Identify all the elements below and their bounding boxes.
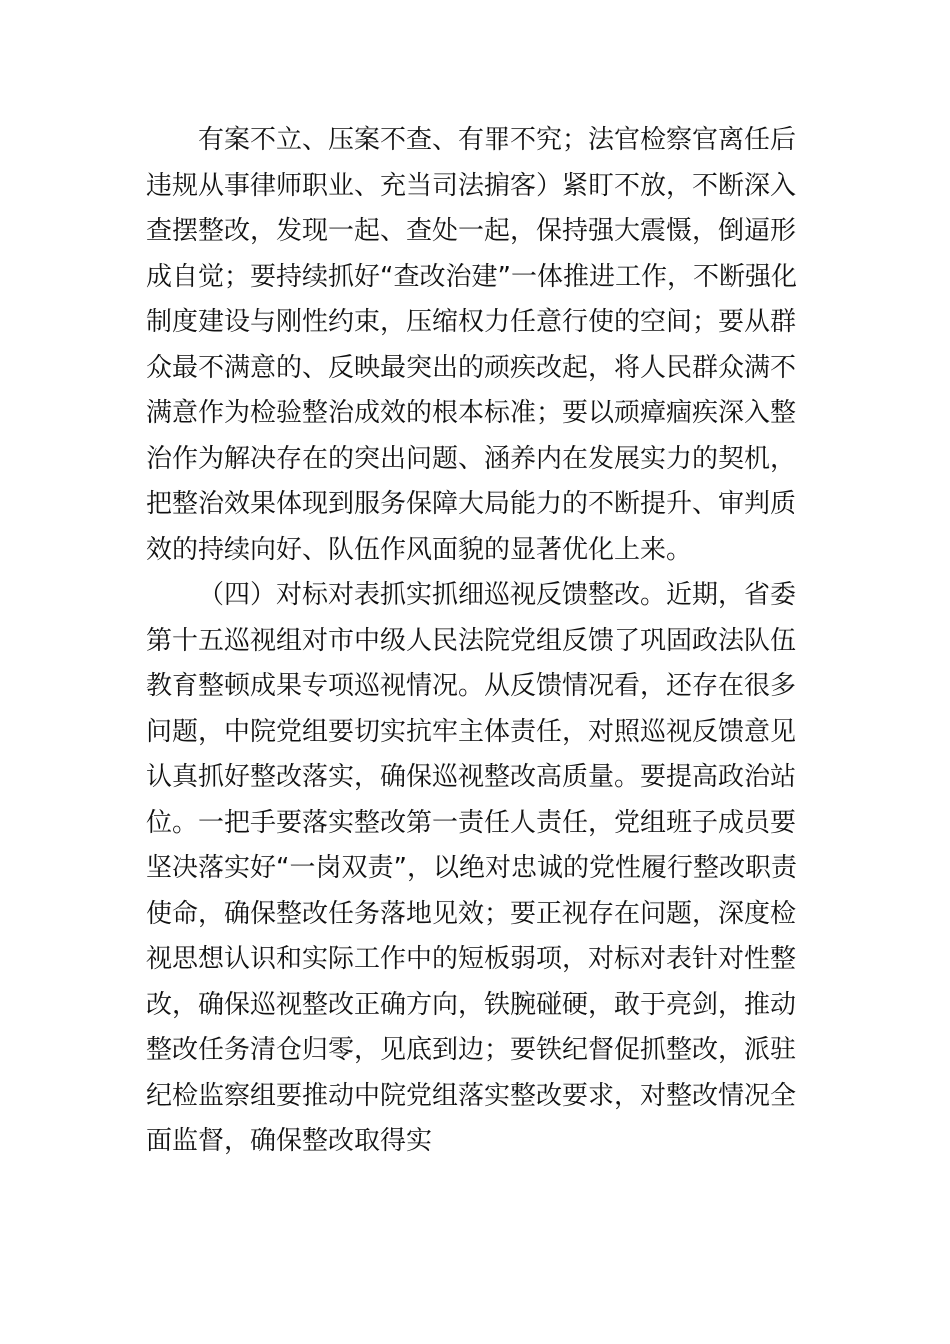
- text-line: 问题，中院党组要切实抗牢主体责任，对照巡视反馈意见: [146, 716, 797, 747]
- text-line: 制度建设与刚性约束，压缩权力任意行使的空间；要从群: [146, 307, 797, 337]
- text-line: 教育整顿成果专项巡视情况。从反馈情况看，还存在很多: [146, 671, 797, 701]
- body-text: [146, 118, 811, 1165]
- text-line: 坚决落实好“一岗双责”，以绝对忠诚的党性履行整改职责: [146, 853, 797, 883]
- text-line: 位。一把手要落实整改第一责任人责任，党组班子成员要: [146, 807, 797, 838]
- text-line: 众最不满意的、反映最突出的顽疾改起，将人民群众满不: [146, 352, 797, 383]
- text-line: 查摆整改，发现一起、查处一起，保持强大震慑，倒逼形: [146, 216, 797, 246]
- text-line: 整改任务清仓归零，见底到边；要铁纪督促抓整改，派驻: [146, 1035, 797, 1065]
- text-line: 面监督，确保整改取得实: [146, 1126, 433, 1156]
- text-line: 效的持续向好、队伍作风面貌的显著优化上来。: [146, 534, 693, 565]
- text-line: 纪检监察组要推动中院党组落实整改要求，对整改情况全: [146, 1080, 797, 1111]
- text-line: 违规从事律师职业、充当司法掮客）紧盯不放，不断深入: [146, 170, 797, 201]
- text-line: 认真抓好整改落实，确保巡视整改高质量。要提高政治站: [146, 762, 797, 792]
- text-line: 视思想认识和实际工作中的短板弱项，对标对表针对性整: [146, 944, 797, 974]
- text-line: 治作为解决存在的突出问题、涵养内在发展实力的契机，: [146, 443, 797, 474]
- text-line: 有案不立、压案不查、有罪不究；法官检察官离任后: [198, 125, 797, 155]
- text-line: 第十五巡视组对市中级人民法院党组反馈了巩固政法队伍: [146, 625, 797, 656]
- text-line: 改，确保巡视整改正确方向，铁腕碰硬，敢于亮剑，推动: [146, 989, 797, 1020]
- text-line: 把整治效果体现到服务保障大局能力的不断提升、审判质: [146, 489, 797, 519]
- text-line: 成自觉；要持续抓好“查改治建”一体推进工作，不断强化: [146, 261, 797, 292]
- text-line: 使命，确保整改任务落地见效；要正视存在问题，深度检: [146, 898, 797, 929]
- section-heading-line: （四）对标对表抓实抓细巡视反馈整改。近期，省委: [198, 580, 797, 610]
- text-line: 满意作为检验整治成效的根本标准；要以顽瘴痼疾深入整: [146, 398, 797, 428]
